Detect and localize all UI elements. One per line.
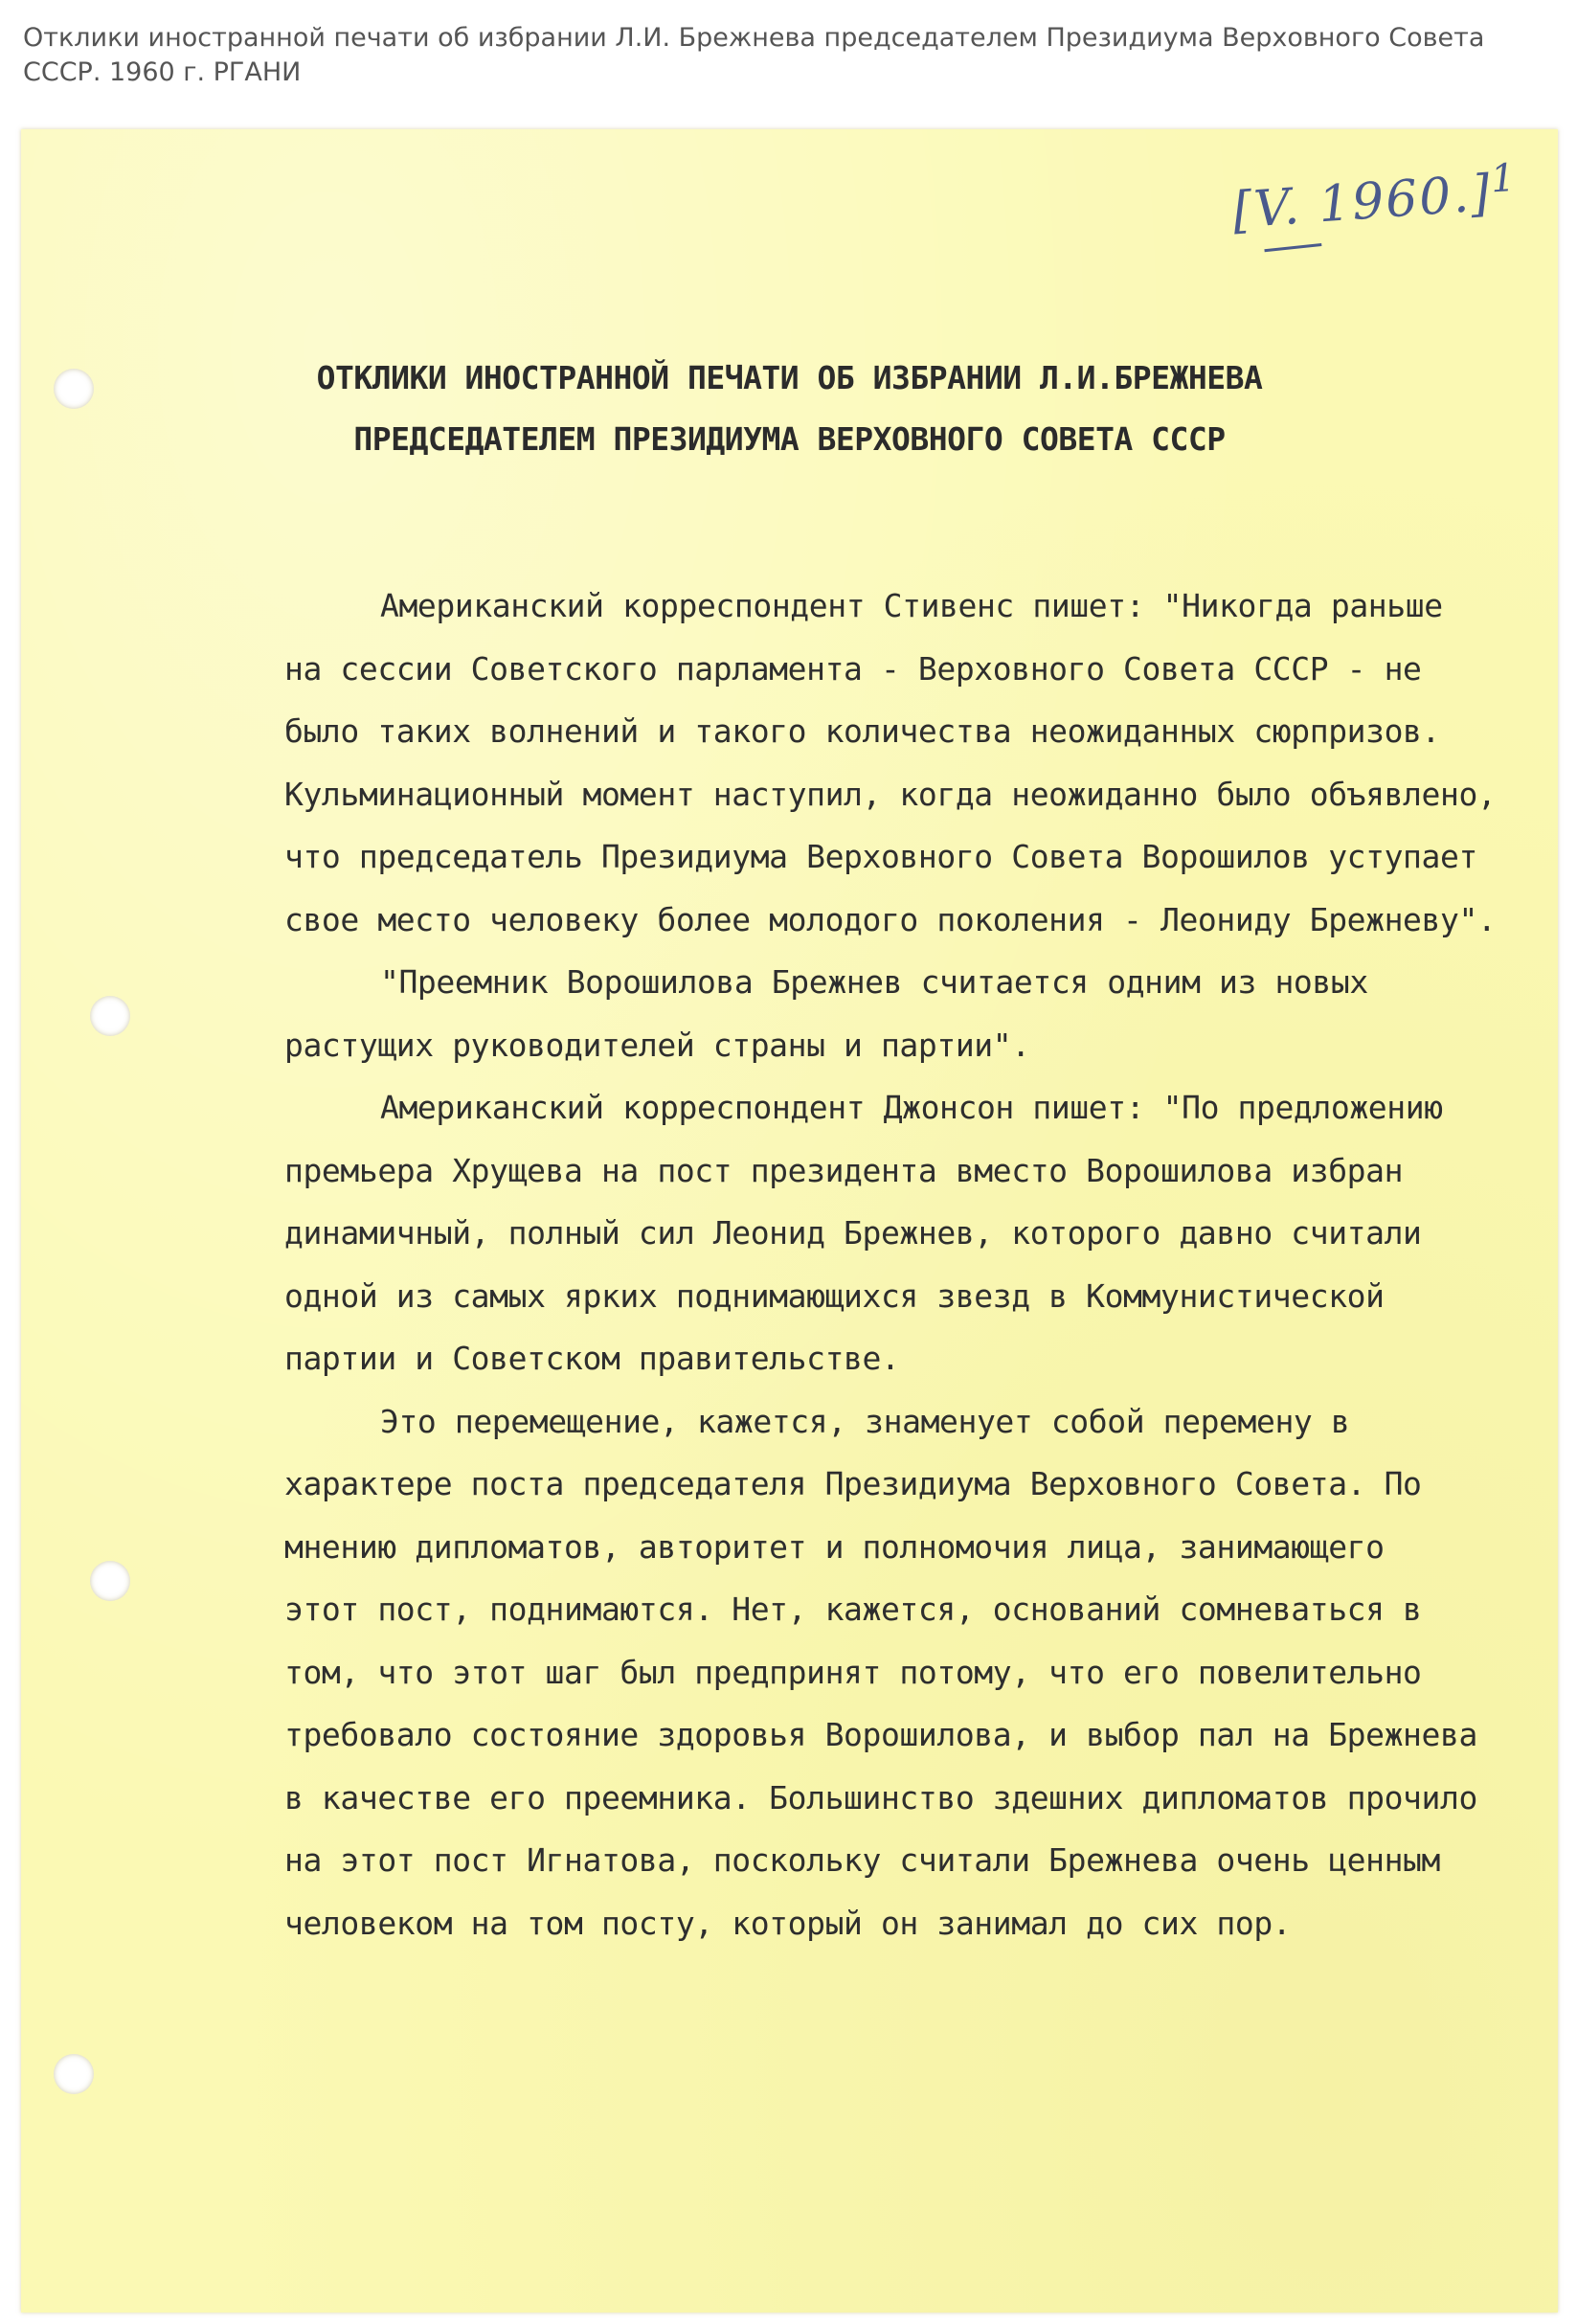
paragraph-line: премьера Хрущева на пост президента вместо Ворошилова избран: [284, 1151, 1404, 1189]
paragraph-line: Американский корреспондент Джонсон пишет: "По предложению: [380, 1089, 1443, 1126]
handwritten-date-annotation: [1230, 156, 1520, 240]
paragraph-line: мнению дипломатов, авторитет и полномочия лица, занимающего: [284, 1527, 1385, 1566]
paragraph-line: что председатель Президиума Верховного Совета Ворошилов уступает: [284, 838, 1477, 875]
paragraph-line: требовало состояние здоровья Ворошилова, и выбор пал на Брежнева: [284, 1716, 1477, 1753]
paragraph-line: одной из самых ярких поднимающихся звезд в Коммунистической: [284, 1276, 1385, 1315]
title-line: ПРЕДСЕДАТЕЛЕМ ПРЕЗИДИУМА ВЕРХОВНОГО СОВЕТА СССР: [353, 420, 1226, 458]
image-caption: Отклики иностранной печати об избрании Л.И. Брежнева председателем Президиума Верховного Совета СССР. 1960 г. РГАНИ: [23, 23, 1485, 87]
paragraph-line: том, что этот шаг был предпринят потому, что его повелительно: [284, 1653, 1422, 1691]
paragraph-line: партии и Советском правительстве.: [284, 1340, 900, 1377]
paragraph-line: растущих руководителей страны и партии".: [284, 1026, 1030, 1064]
paragraph-line: было таких волнений и такого количества неожиданных сюрпризов.: [284, 712, 1440, 750]
paragraph-line: Кульминационный момент наступил, когда неожиданно было объявлено,: [284, 775, 1497, 813]
paragraph-line: Это перемещение, кажется, знаменует собой перемену в: [380, 1402, 1350, 1440]
paragraph-line: характере поста председателя Президиума Верховного Совета. По: [284, 1465, 1422, 1502]
paragraph-line: этот пост, поднимаются. Нет, кажется, оснований сомневаться в: [284, 1591, 1422, 1628]
handwritten-page-number: 1: [1489, 155, 1519, 202]
handwritten-date-text: [V. 1960.]: [1230, 164, 1495, 240]
document-body: [284, 575, 1558, 1954]
punch-hole-lower-middle: [90, 1561, 130, 1601]
handwritten-underline: [1264, 243, 1321, 252]
document-title: [21, 348, 1558, 470]
archival-document-page: [21, 129, 1558, 2313]
paragraph-line: "Преемник Ворошилова Брежнев считается одним из новых: [380, 963, 1368, 1001]
punch-hole-upper-middle: [90, 996, 130, 1036]
paragraph-line: свое место человеку более молодого поколения - Леониду Брежневу".: [284, 900, 1497, 938]
paragraph-line: на сессии Советского парламента - Верховного Совета СССР - не: [284, 649, 1422, 688]
paragraph-line: Американский корреспондент Стивенс пишет: "Никогда раньше: [380, 587, 1443, 624]
paragraph-line: на этот пост Игнатова, поскольку считали Брежнева очень ценным: [284, 1841, 1440, 1879]
title-line: ОТКЛИКИ ИНОСТРАННОЙ ПЕЧАТИ ОБ ИЗБРАНИИ Л.И.БРЕЖНЕВА: [316, 359, 1263, 396]
punch-hole-bottom: [54, 2054, 94, 2094]
paragraph-line: человеком на том посту, который он занимал до сих пор.: [284, 1904, 1292, 1942]
paragraph-line: в качестве его преемника. Большинство здешних дипломатов прочило: [284, 1778, 1477, 1816]
paragraph-line: динамичный, полный сил Леонид Брежнев, которого давно считали: [284, 1214, 1422, 1252]
